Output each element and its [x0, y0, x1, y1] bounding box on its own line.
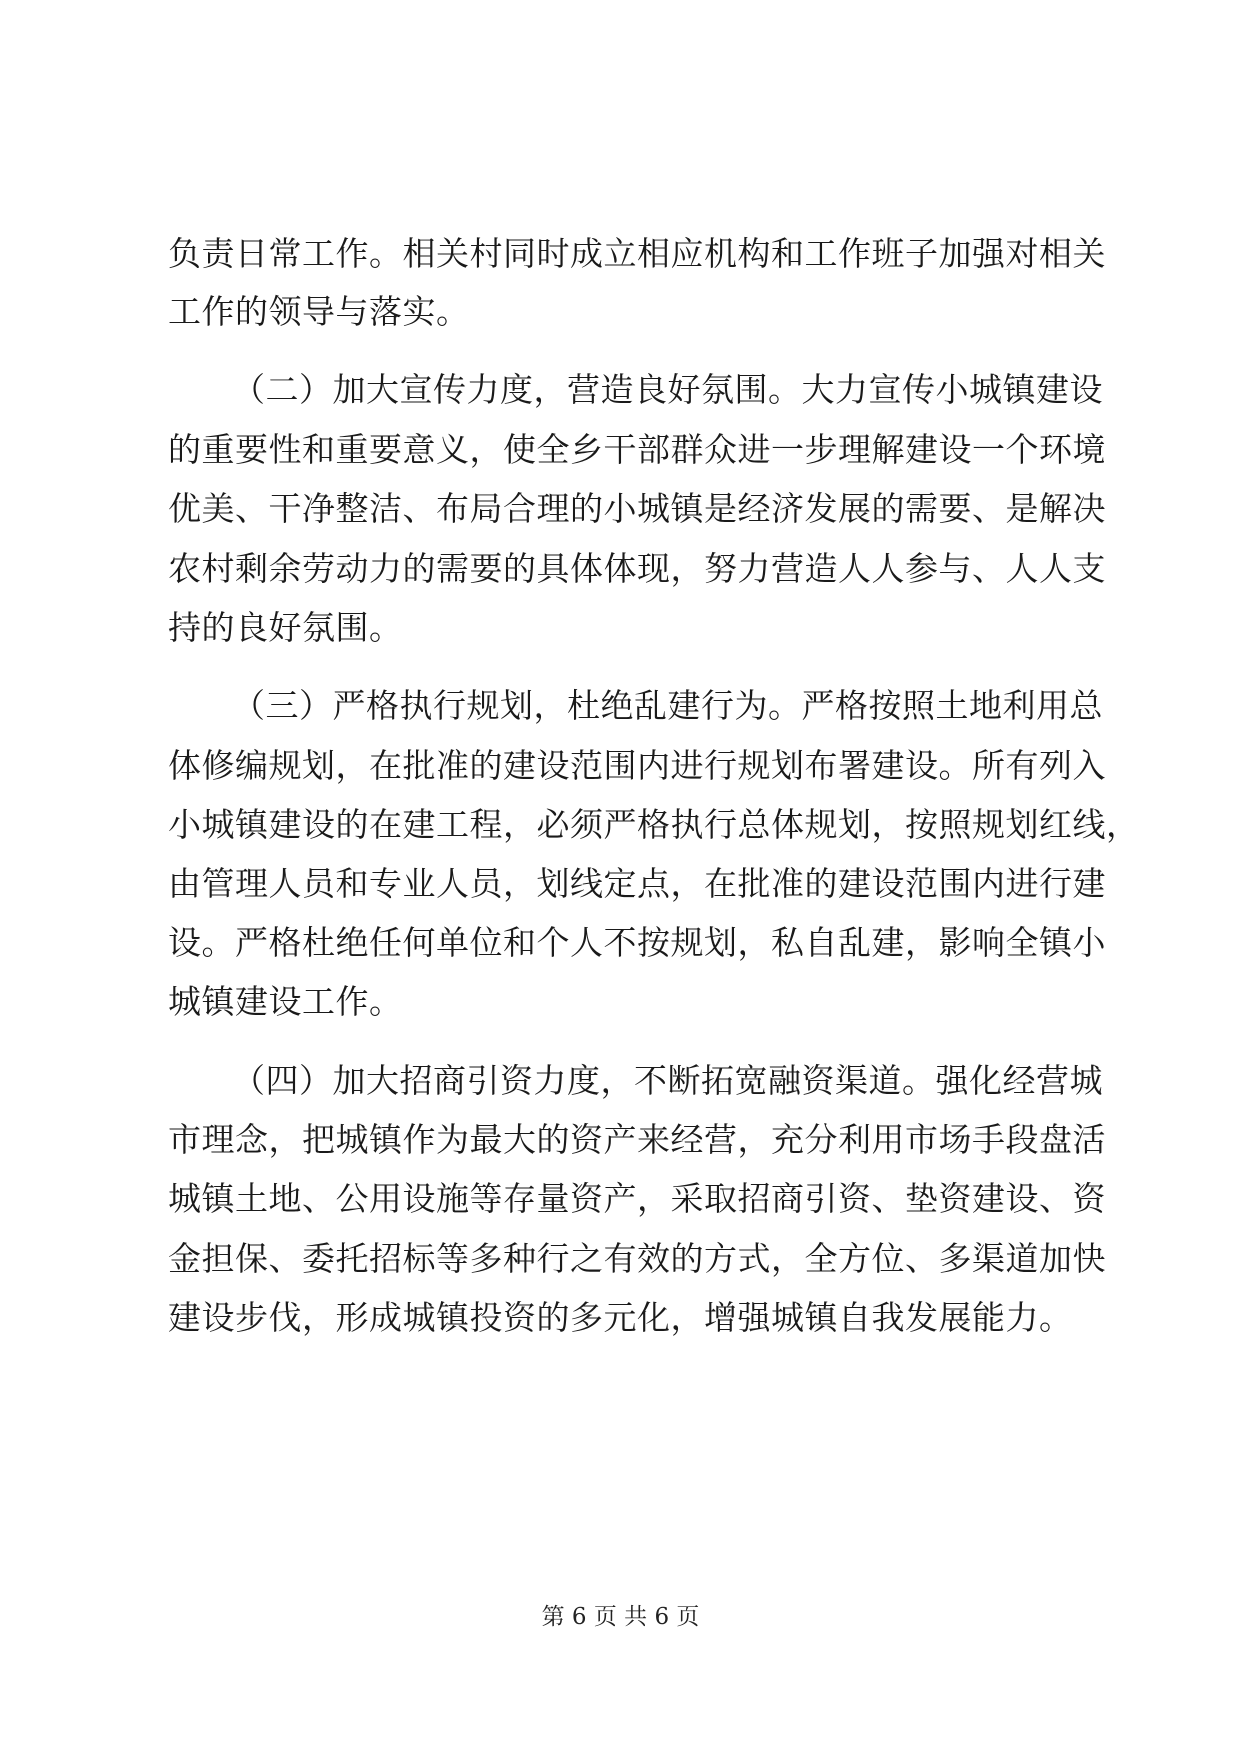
text-line: 农村剩余劳动力的需要的具体体现，努力营造人人参与、人人支 [168, 549, 1106, 588]
text-line: 小城镇建设的在建工程，必须严格执行总体规划，按照规划红线， [168, 805, 1140, 844]
page-number-footer: 第 6 页 共 6 页 [541, 1604, 700, 1630]
text-line: 城镇土地、公用设施等存量资产，采取招商引资、垫资建设、资 [168, 1179, 1106, 1218]
text-line: 城镇建设工作。 [168, 982, 403, 1021]
paragraph-2-first-line: （二）加大宣传力度，营造良好氛围。大力宣传小城镇建设 [232, 370, 1103, 409]
text-line: 持的良好氛围。 [168, 608, 403, 647]
text-line: 设。严格杜绝任何单位和个人不按规划，私自乱建，影响全镇小 [168, 923, 1106, 962]
text-line: 体修编规划，在批准的建设范围内进行规划布署建设。所有列入 [168, 746, 1106, 785]
text-line: 的重要性和重要意义，使全乡干部群众进一步理解建设一个环境 [168, 430, 1106, 469]
text-line: 市理念，把城镇作为最大的资产来经营，充分利用市场手段盘活 [168, 1120, 1106, 1159]
text-line: 优美、干净整洁、布局合理的小城镇是经济发展的需要、是解决 [168, 489, 1106, 528]
paragraph-3-first-line: （三）严格执行规划，杜绝乱建行为。严格按照土地利用总 [232, 686, 1103, 725]
paragraph-4-first-line: （四）加大招商引资力度，不断拓宽融资渠道。强化经营城 [232, 1061, 1103, 1100]
text-line: 工作的领导与落实。 [168, 292, 470, 331]
text-line: 负责日常工作。相关村同时成立相应机构和工作班子加强对相关 [168, 234, 1106, 273]
text-line: 由管理人员和专业人员，划线定点，在批准的建设范围内进行建 [168, 864, 1106, 903]
text-line: 金担保、委托招标等多种行之有效的方式，全方位、多渠道加快 [168, 1239, 1106, 1278]
text-line: 建设步伐，形成城镇投资的多元化，增强城镇自我发展能力。 [168, 1298, 1073, 1337]
